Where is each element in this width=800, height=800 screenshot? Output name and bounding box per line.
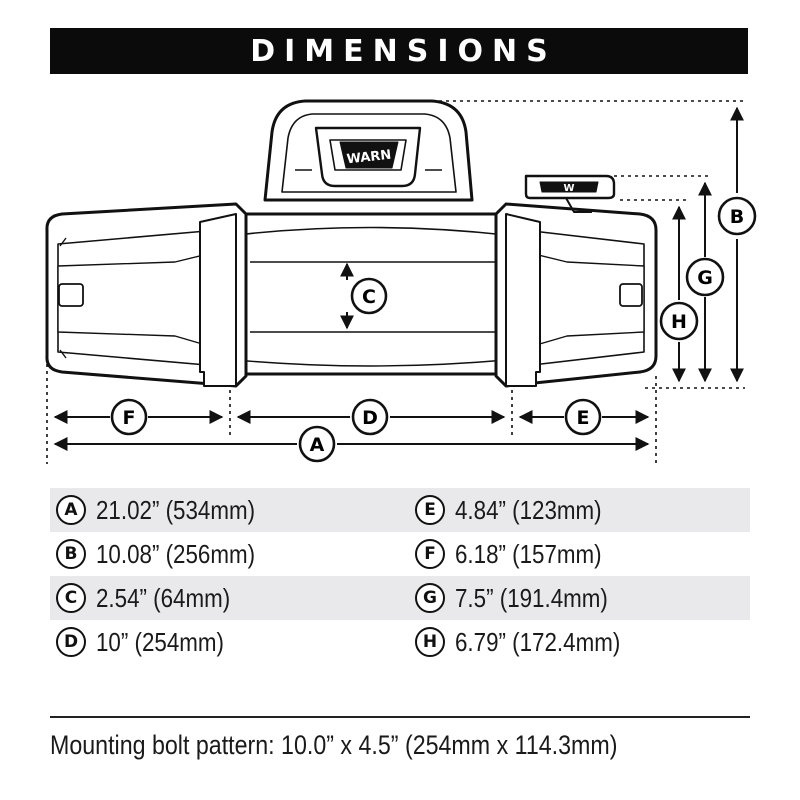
spec-value: 21.02” (534mm) — [96, 494, 256, 525]
spec-letter-badge: G — [415, 583, 445, 613]
spec-row — [50, 488, 750, 532]
spec-g — [415, 576, 750, 620]
remote-logo: W — [563, 183, 575, 194]
label-h — [661, 303, 697, 339]
label-f — [112, 400, 146, 434]
label-c-text: C — [362, 286, 376, 308]
label-f-text: F — [122, 407, 136, 429]
spec-c — [50, 576, 415, 620]
label-g — [687, 259, 723, 295]
label-e-text: E — [576, 407, 590, 429]
winch-illustration — [47, 101, 656, 386]
label-c — [352, 279, 386, 313]
spec-b — [50, 532, 415, 576]
spec-value: 7.5” (191.4mm) — [455, 582, 608, 613]
spec-value: 6.79” (172.4mm) — [455, 626, 621, 657]
title-banner — [50, 28, 748, 74]
spec-e — [415, 488, 750, 532]
spec-d — [50, 620, 415, 664]
label-d-text: D — [362, 407, 378, 429]
label-a — [300, 427, 334, 461]
label-b-text: B — [729, 206, 745, 228]
label-d — [353, 400, 387, 434]
spec-letter-badge: E — [415, 495, 445, 525]
label-e — [566, 400, 600, 434]
mounting-bolt-note: Mounting bolt pattern: 10.0” x 4.5” (254mm x 114.3mm) — [50, 730, 618, 760]
warn-logo: WARN — [345, 147, 392, 168]
left-end-housing — [47, 204, 246, 386]
spec-h — [415, 620, 750, 664]
right-end-housing — [496, 204, 656, 386]
spec-value: 6.18” (157mm) — [455, 538, 602, 569]
spec-value: 2.54” (64mm) — [96, 582, 231, 613]
label-b — [719, 198, 755, 234]
winch-dimension-diagram — [0, 80, 800, 480]
label-g-text: G — [697, 267, 713, 289]
spec-row — [50, 532, 750, 576]
spec-table — [50, 488, 750, 664]
divider — [50, 716, 750, 718]
spec-f — [415, 532, 750, 576]
spec-letter-badge: C — [56, 583, 86, 613]
label-a-text: A — [309, 434, 325, 456]
spec-a — [50, 488, 415, 532]
page-title: DIMENSIONS — [250, 33, 557, 69]
spec-value: 4.84” (123mm) — [455, 494, 602, 525]
spec-value: 10” (254mm) — [96, 626, 224, 657]
spec-letter-badge: D — [56, 627, 86, 657]
label-h-text: H — [671, 311, 687, 333]
spec-value: 10.08” (256mm) — [96, 538, 256, 569]
spec-letter-badge: H — [415, 627, 445, 657]
spec-row — [50, 620, 750, 664]
spec-letter-badge: B — [56, 539, 86, 569]
spec-letter-badge: F — [415, 539, 445, 569]
spec-row — [50, 576, 750, 620]
spec-letter-badge: A — [56, 495, 86, 525]
